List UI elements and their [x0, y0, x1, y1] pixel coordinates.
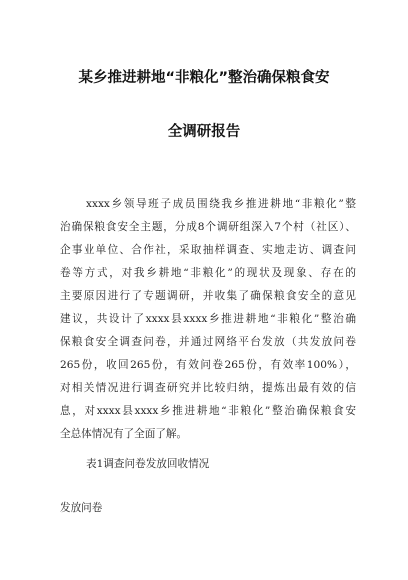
table-caption: 表1调查问卷发放回收情况	[86, 458, 210, 470]
paragraph-line: 卷等方式，对我乡耕地“非粮化”的现状及现象、存在的	[60, 267, 356, 279]
paragraph-line: 主要原因进行了专题调研，并收集了确保粮食安全的意见	[60, 290, 356, 302]
paragraph-line: 对相关情况进行调查研究并比较归纳，提炼出最有效的信	[60, 382, 356, 394]
section-subheading: 发放问卷	[60, 502, 103, 514]
paragraph-line: 息，对xxxx县xxxx乡推进耕地“非粮化”整治确保粮食安	[60, 405, 356, 417]
paragraph-line: xxxx乡领导班子成员围绕我乡推进耕地“非粮化”整	[86, 198, 356, 210]
paragraph-line: 企事业单位、合作社，采取抽样调查、实地走访、调查问	[60, 244, 356, 256]
report-title-line-2: 全调研报告	[167, 124, 241, 140]
paragraph-line: 治确保粮食安全主题，分成8个调研组深入7个村（社区）、	[60, 221, 356, 233]
paragraph-line: 全总体情况有了全面了解。	[60, 428, 188, 440]
paragraph-line: 建议，共设计了xxxx县xxxx乡推进耕地“非粮化”整治确	[60, 313, 356, 325]
paragraph-line: 保粮食安全调查问卷，并通过网络平台发放（共发放问卷	[60, 336, 356, 348]
paragraph-line: 265份，收回265份，有效问卷265份，有效率100%），	[60, 359, 356, 371]
report-title-line-1: 某乡推进耕地“非粮化”整治确保粮食安	[78, 70, 330, 86]
